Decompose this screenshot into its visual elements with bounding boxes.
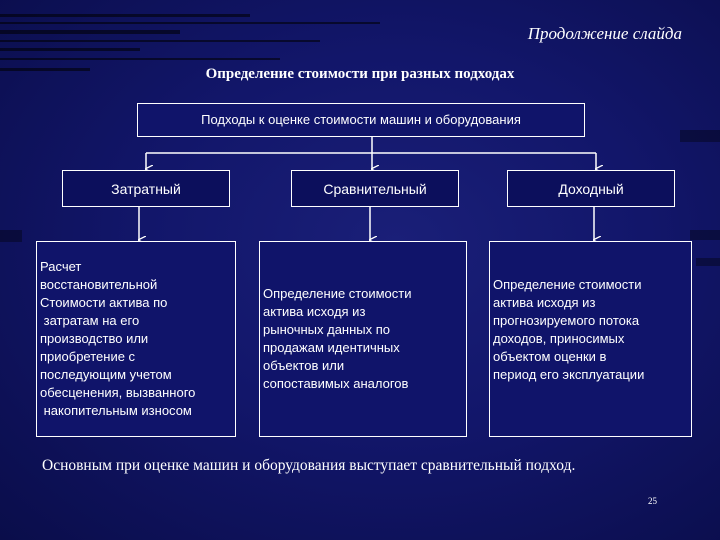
description-line: период его эксплуатации bbox=[493, 367, 645, 382]
description-box-zatratny bbox=[36, 241, 236, 437]
approach-box-sravnitelny: Сравнительный bbox=[291, 170, 459, 207]
description-line: Определение стоимости bbox=[493, 277, 642, 292]
description-line: прогнозируемого потока bbox=[493, 313, 640, 328]
description-line: восстановительной bbox=[40, 277, 158, 292]
description-box-dokhodny bbox=[489, 241, 692, 437]
description-line: рыночных данных по bbox=[263, 322, 391, 337]
description-line: приобретение с bbox=[40, 349, 136, 364]
description-line: актива исходя из bbox=[493, 295, 596, 310]
description-line: производство или bbox=[40, 331, 149, 346]
description-line: Определение стоимости bbox=[263, 286, 412, 301]
description-line: объектом оценки в bbox=[493, 349, 607, 364]
slide-heading: Определение стоимости при разных подходах bbox=[205, 66, 515, 82]
description-line: актива исходя из bbox=[263, 304, 366, 319]
slide-footer-note: Основным при оценке машин и оборудования выступает сравнительный подход. bbox=[42, 457, 576, 474]
root-box: Подходы к оценке стоимости машин и оборудования bbox=[137, 103, 585, 137]
description-line: сопоставимых аналогов bbox=[263, 376, 409, 391]
description-line: продажам идентичных bbox=[263, 340, 400, 355]
description-line: доходов, приносимых bbox=[493, 331, 625, 346]
description-line: объектов или bbox=[263, 358, 345, 373]
page-number: 25 bbox=[648, 496, 657, 506]
slide-subtitle: Продолжение слайда bbox=[527, 24, 682, 43]
description-line: обесценения, вызванного bbox=[40, 385, 196, 400]
description-line: Расчет bbox=[40, 259, 82, 274]
description-line: затратам на его bbox=[40, 313, 140, 328]
description-line: Стоимости актива по bbox=[40, 295, 168, 310]
approach-box-zatratny: Затратный bbox=[62, 170, 230, 207]
description-line: последующим учетом bbox=[40, 367, 172, 382]
description-box-sravnitelny bbox=[259, 241, 467, 437]
approach-box-dokhodny: Доходный bbox=[507, 170, 675, 207]
description-line: накопительным износом bbox=[40, 403, 192, 418]
